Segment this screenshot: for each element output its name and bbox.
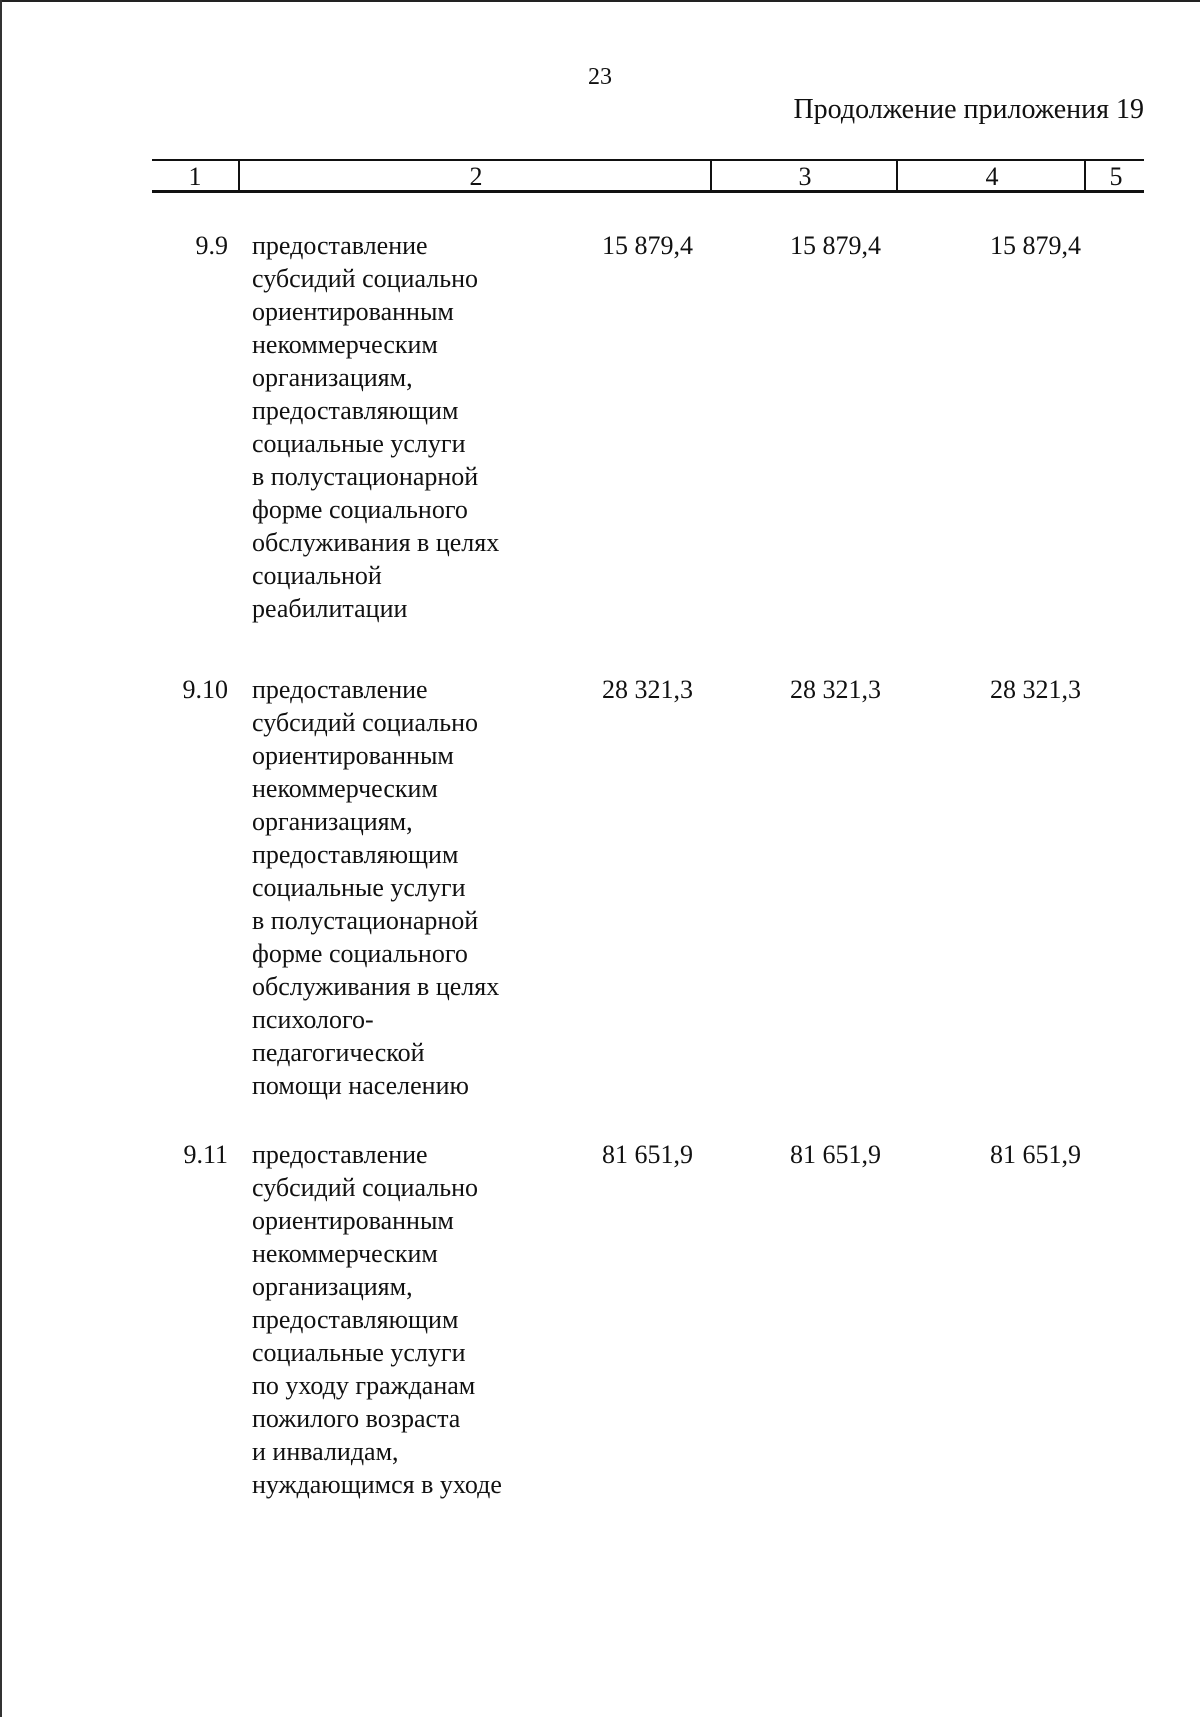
row-value-col-4: 28 321,3 — [790, 675, 881, 704]
description-line: социальные услуги — [252, 1338, 466, 1367]
header-col-1: 1 — [188, 162, 202, 191]
description-line: социальные услуги — [252, 873, 466, 902]
description-line: в полустационарной — [252, 462, 479, 491]
description-line: помощи населению — [252, 1071, 469, 1100]
row-value-col-3: 81 651,9 — [602, 1140, 693, 1169]
header-col-3: 3 — [710, 161, 898, 192]
header-col-2: 2 — [238, 161, 712, 192]
header-col-5: 5 — [1084, 161, 1146, 192]
row-value-col-4: 15 879,4 — [790, 231, 881, 260]
header-col-4: 4 — [896, 161, 1086, 192]
row-value-col-4: 81 651,9 — [790, 1140, 881, 1169]
description-line: организациям, — [252, 1272, 413, 1301]
description-line: обслуживания в целях — [252, 972, 500, 1001]
description-line: предоставление — [252, 231, 428, 260]
row-description — [252, 673, 552, 1102]
row-value-col-3: 28 321,3 — [602, 675, 693, 704]
description-line: форме социального — [252, 939, 468, 968]
row-value-col-5: 28 321,3 — [990, 675, 1081, 704]
description-line: ориентированным — [252, 1206, 454, 1235]
description-line: предоставляющим — [252, 840, 459, 869]
description-line: субсидий социально — [252, 708, 478, 737]
description-line: субсидий социально — [252, 264, 478, 293]
description-line: пожилого возраста — [252, 1404, 461, 1433]
row-number: 9.10 — [182, 675, 228, 704]
description-line: субсидий социально — [252, 1173, 478, 1202]
description-line: ориентированным — [252, 741, 454, 770]
row-description — [252, 229, 552, 625]
appendix-continuation-note: Продолжение приложения 19 — [793, 94, 1144, 125]
scan-edge-top — [0, 0, 1200, 2]
description-line: некоммерческим — [252, 774, 438, 803]
row-number: 9.9 — [195, 231, 228, 260]
description-line: по уходу гражданам — [252, 1371, 476, 1400]
description-line: предоставляющим — [252, 1305, 459, 1334]
table-header-row — [152, 159, 1144, 193]
description-line: и инвалидам, — [252, 1437, 399, 1466]
row-description — [252, 1138, 552, 1501]
description-line: некоммерческим — [252, 330, 438, 359]
description-line: педагогической — [252, 1038, 425, 1067]
description-line: организациям, — [252, 363, 413, 392]
description-line: предоставление — [252, 675, 428, 704]
row-value-col-5: 15 879,4 — [990, 231, 1081, 260]
description-line: ориентированным — [252, 297, 454, 326]
page-number: 23 — [588, 64, 612, 90]
description-line: социальной — [252, 561, 382, 590]
description-line: реабилитации — [252, 594, 408, 623]
scan-edge-left — [0, 0, 2, 1717]
description-line: психолого- — [252, 1005, 374, 1034]
row-number: 9.11 — [183, 1140, 228, 1169]
description-line: предоставление — [252, 1140, 428, 1169]
description-line: социальные услуги — [252, 429, 466, 458]
description-line: предоставляющим — [252, 396, 459, 425]
description-line: некоммерческим — [252, 1239, 438, 1268]
description-line: форме социального — [252, 495, 468, 524]
description-line: организациям, — [252, 807, 413, 836]
row-value-col-3: 15 879,4 — [602, 231, 693, 260]
description-line: нуждающимся в уходе — [252, 1470, 502, 1499]
description-line: в полустационарной — [252, 906, 479, 935]
description-line: обслуживания в целях — [252, 528, 500, 557]
row-value-col-5: 81 651,9 — [990, 1140, 1081, 1169]
